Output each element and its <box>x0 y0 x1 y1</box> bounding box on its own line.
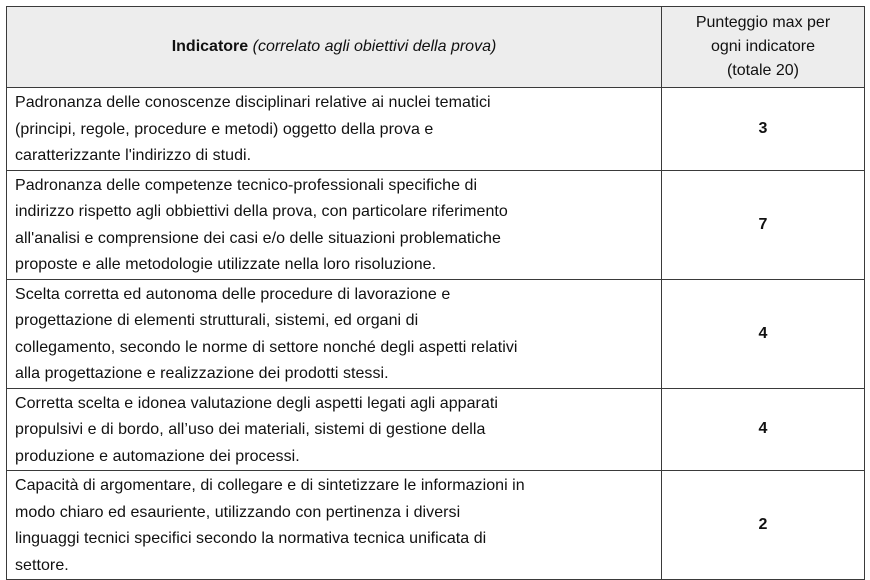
indicator-score: 4 <box>662 279 865 388</box>
description-line: progettazione di elementi strutturali, sistemi, ed organi di <box>15 312 419 329</box>
indicator-score: 3 <box>662 88 865 171</box>
header-row <box>7 7 865 88</box>
indicator-score: 4 <box>662 388 865 471</box>
description-line: Corretta scelta e idonea valutazione degli aspetti legati agli apparati <box>15 394 498 412</box>
description-line: Padronanza delle competenze tecnico-professionali specifiche di <box>15 176 478 194</box>
description-line: linguaggi tecnici specifici secondo la normativa tecnica unificata di <box>15 530 487 547</box>
max-score-header-line: (totale 20) <box>726 62 800 79</box>
indicator-description <box>7 388 662 471</box>
indicator-header-title: Indicatore <box>171 38 249 55</box>
description-line: all'analisi e comprensione dei casi e/o delle situazioni problematiche <box>15 229 501 247</box>
indicator-description <box>7 471 662 580</box>
table-row <box>7 88 865 171</box>
description-line: proposte e alle metodologie utilizzate nella loro risoluzione. <box>15 256 437 273</box>
indicator-score: 2 <box>662 471 865 580</box>
description-line: settore. <box>15 556 69 574</box>
table-row <box>7 471 865 580</box>
description-line: caratterizzante l'indirizzo di studi. <box>15 147 252 164</box>
indicator-header <box>7 7 662 88</box>
description-line: Capacità di argomentare, di collegare e di sintetizzare le informazioni in <box>15 477 525 494</box>
max-score-header <box>662 7 865 88</box>
description-line: (principi, regole, procedure e metodi) oggetto della prova e <box>15 120 434 138</box>
table-row <box>7 279 865 388</box>
max-score-header-line: ogni indicatore <box>710 38 816 55</box>
description-line: indirizzo rispetto agli obbiettivi della prova, con particolare riferimento <box>15 203 508 220</box>
indicator-description <box>7 88 662 171</box>
description-line: Padronanza delle conoscenze disciplinari relative ai nuclei tematici <box>15 94 491 111</box>
evaluation-grid-table <box>6 6 865 580</box>
description-line: produzione e automazione dei processi. <box>15 447 300 465</box>
description-line: modo chiaro ed esauriente, utilizzando con pertinenza i diversi <box>15 503 461 521</box>
indicator-score: 7 <box>662 170 865 279</box>
description-line: collegamento, secondo le norme di settore nonché degli aspetti relativi <box>15 338 518 356</box>
description-line: Scelta corretta ed autonoma delle procedure di lavorazione e <box>15 285 451 303</box>
indicator-description <box>7 170 662 279</box>
table-row <box>7 170 865 279</box>
indicator-header-note: (correlato agli obiettivi della prova) <box>252 38 497 55</box>
description-line: propulsivi e di bordo, all’uso dei materiali, sistemi di gestione della <box>15 421 486 438</box>
indicator-description <box>7 279 662 388</box>
description-line: alla progettazione e realizzazione dei prodotti stessi. <box>15 365 389 382</box>
max-score-header-line: Punteggio max per <box>695 14 831 31</box>
table-row <box>7 388 865 471</box>
